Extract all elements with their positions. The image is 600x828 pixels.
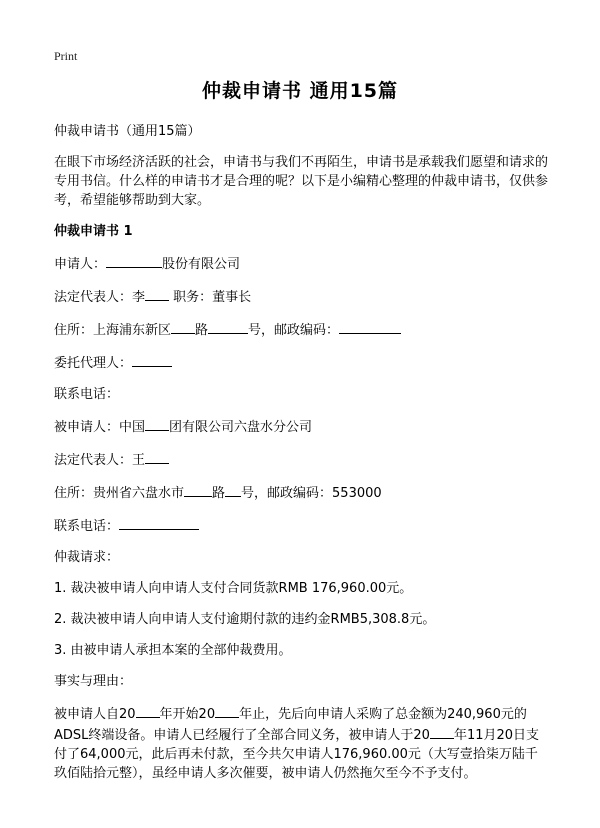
- respondent-address-line: [54, 482, 548, 503]
- facts-part-2: 年开始20: [159, 707, 216, 722]
- address-number: 号，邮政编码：: [248, 323, 340, 338]
- address-road: 路: [195, 323, 209, 338]
- respondent-prefix: 被申请人：中国: [54, 420, 146, 435]
- blank-underline: [208, 319, 248, 334]
- legal-rep-prefix: 法定代表人：李: [54, 290, 146, 305]
- applicant-prefix: 申请人：: [54, 257, 107, 272]
- respondent-address-number: 号，邮政编码：553000: [241, 486, 382, 501]
- applicant-line: [54, 253, 548, 274]
- blank-underline: [339, 319, 401, 334]
- applicant-suffix: 股份有限公司: [162, 257, 241, 272]
- address-line: [54, 319, 548, 340]
- legal-rep-title: 职务：董事长: [173, 290, 252, 305]
- blank-underline: [106, 253, 162, 268]
- legal-rep-line: [54, 286, 548, 307]
- respondent-phone-line: [54, 515, 548, 536]
- blank-underline: [119, 515, 199, 530]
- document-subtitle: 仲裁申请书（通用15篇）: [54, 124, 201, 139]
- blank-underline: [184, 482, 212, 497]
- respondent-rep-prefix: 法定代表人：王: [54, 453, 146, 468]
- facts-heading: 事实与理由：: [54, 674, 133, 689]
- document-body: [54, 122, 548, 783]
- blank-underline: [430, 724, 454, 739]
- respondent-address-prefix: 住所：贵州省六盘水市: [54, 486, 185, 501]
- request-item: 2. 裁决被申请人向申请人支付逾期付款的违约金RMB5,308.8元。: [54, 612, 436, 627]
- section-heading-1: 仲裁申请书 1: [54, 224, 133, 239]
- respondent-phone-label: 联系电话：: [54, 519, 120, 534]
- blank-underline: [145, 449, 169, 464]
- facts-part-1: 被申请人自20: [54, 707, 136, 722]
- blank-underline: [215, 703, 239, 718]
- agent-line: [54, 352, 548, 373]
- document-title: 仲裁申请书 通用15篇: [201, 80, 399, 102]
- request-item: 3. 由被申请人承担本案的全部仲裁费用。: [54, 643, 292, 658]
- facts-paragraph: [54, 703, 548, 783]
- blank-underline: [132, 352, 172, 367]
- address-prefix: 住所：上海浦东新区: [54, 323, 172, 338]
- respondent-line: [54, 416, 548, 437]
- blank-underline: [145, 416, 169, 431]
- respondent-address-road: 路: [212, 486, 226, 501]
- applicant-phone-line: 联系电话：: [54, 387, 120, 402]
- facts-part-3: 年止，先后向申请人采购了总金额为240,960元的ADSL终端设备。申请人已经履行了全部合同义务，被申请人于20: [54, 707, 527, 743]
- blank-underline: [136, 703, 160, 718]
- agent-prefix: 委托代理人：: [54, 356, 133, 371]
- facts-part-4: 年11月20日支付了64,000元，此后再未付款，至今共欠申请人176,960.00元（大写壹拾柒万陆千玖佰陆拾元整），虽经申请人多次催要，被申请人仍然拖欠至今不予支付。: [54, 728, 540, 781]
- blank-underline: [145, 286, 169, 301]
- blank-underline: [225, 482, 241, 497]
- respondent-suffix: 团有限公司六盘水分公司: [169, 420, 313, 435]
- print-label[interactable]: Print: [54, 49, 78, 63]
- intro-paragraph: 在眼下市场经济活跃的社会，申请书与我们不再陌生，申请书是承载我们愿望和请求的专用书信。什么样的申请书才是合理的呢？以下是小编精心整理的仲裁申请书，仅供参考，希望能够帮助到大家。: [54, 155, 549, 208]
- blank-underline: [171, 319, 195, 334]
- request-item: 1. 裁决被申请人向申请人支付合同货款RMB 176,960.00元。: [54, 581, 413, 596]
- requests-heading: 仲裁请求：: [54, 550, 120, 565]
- respondent-rep-line: [54, 449, 548, 470]
